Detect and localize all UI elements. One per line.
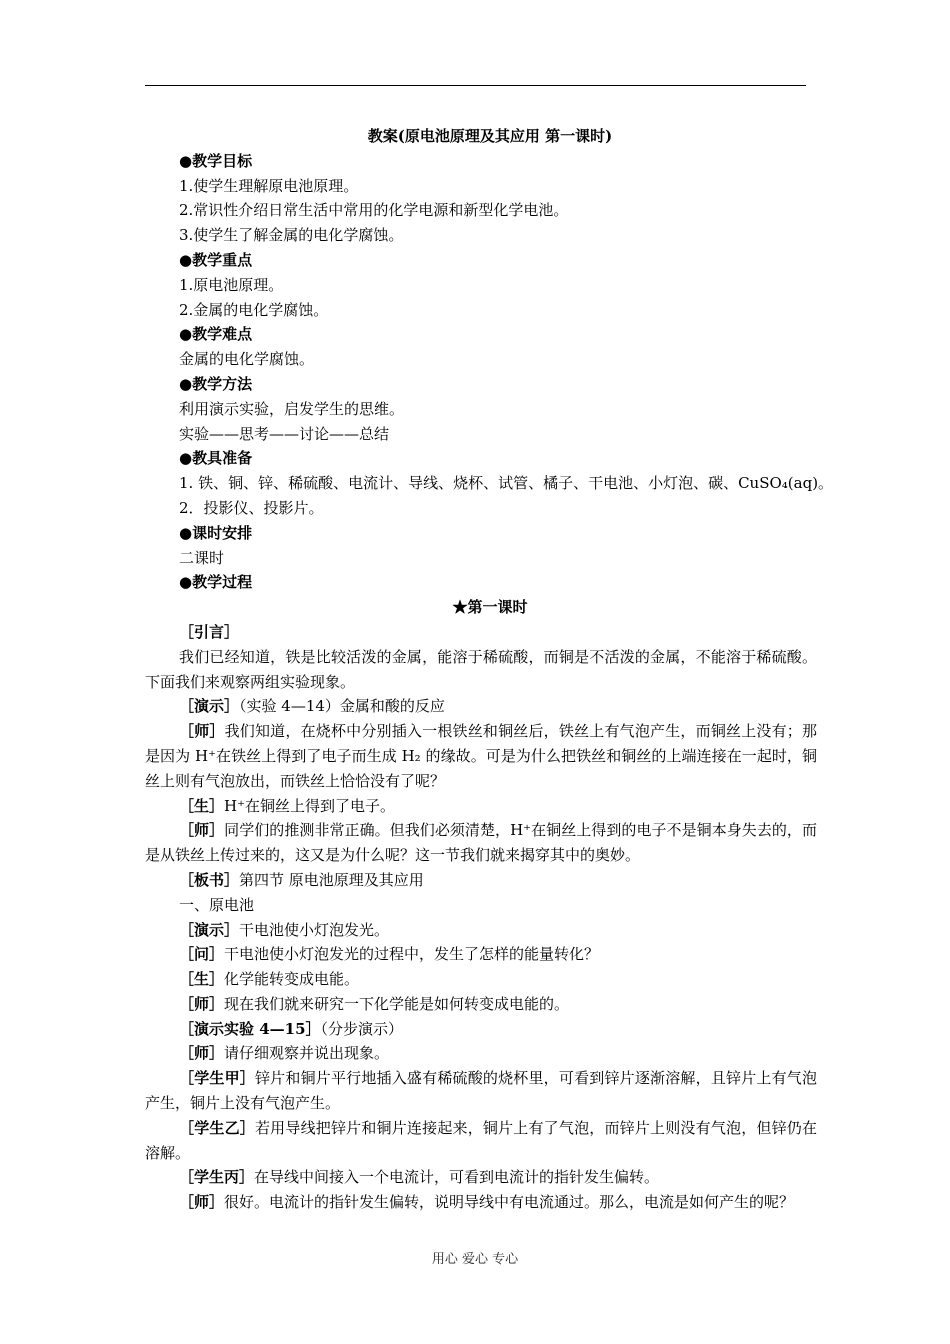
dialogue-paragraph [145,918,817,943]
paragraph-text: （分步演示） [320,1019,404,1038]
outline-line: 3.使学生了解金属的电化学腐蚀。 [179,226,404,245]
paragraph-text: 我们已经知道，铁是比较活泼的金属，能溶于稀硫酸，而铜是不活泼的金属，不能溶于稀硫酸。下面我们来观察两组实验现象。 [145,647,817,691]
lesson-heading: ★第一课时 [452,598,528,617]
document-title: 教案(原电池原理及其应用 第一课时) [367,127,613,145]
paragraph-text: 请仔细观察并说出现象。 [224,1044,390,1063]
speaker-tag: ［学生丙］ [179,1168,255,1187]
document-body [145,124,834,1215]
section-heading: ●教学目标 [179,151,253,170]
paragraph-text: 现在我们就来研究一下化学能是如何转变成电能的。 [224,994,570,1013]
dialogue-paragraph [145,967,817,992]
outline-line: 利用演示实验，启发学生的思维。 [179,399,405,418]
outline-line: 2．投影仪、投影片。 [179,498,324,517]
section-heading: ●教学方法 [179,374,253,393]
paragraph-text: 很好。电流计的指针发生偏转，说明导线中有电流通过。那么，电流是如何产生的呢？ [224,1193,795,1212]
dialogue-paragraph [145,868,817,893]
section-heading: ●教学过程 [179,573,253,592]
dialogue-paragraph [145,818,817,868]
paragraph-text: 若用导线把锌片和铜片连接起来，铜片上有了气泡，而锌片上则没有气泡，但锌仍在溶解。 [145,1118,817,1162]
dialogue-paragraph [145,719,817,793]
speaker-tag: ［演示实验 4—15］ [179,1019,321,1038]
dialogue-paragraph [145,1017,817,1042]
speaker-tag: ［问］ [179,945,225,964]
outline-line: 1. 铁、铜、锌、稀硫酸、电流计、导线、烧杯、试管、橘子、干电池、小灯泡、碳、CuSO₄(aq)。 [179,474,834,493]
page-footer: 用心 爱心 专心 [431,1252,519,1267]
outline-line: 2.常识性介绍日常生活中常用的化学电源和新型化学电池。 [179,201,569,220]
outline-line: 1.使学生理解原电池原理。 [179,176,359,195]
speaker-tag: ［引言］ [179,622,240,641]
dialogue-paragraph [145,1165,817,1190]
outline-line: 实验——思考——讨论——总结 [179,424,390,443]
paragraph-text: 化学能转变成电能。 [224,970,360,989]
header-rule [145,85,806,86]
dialogue-paragraph [145,1066,817,1116]
section-heading: ●教学难点 [179,325,253,344]
dialogue-paragraph [145,942,817,967]
dialogue-paragraph [145,694,817,719]
paragraph-text: 一、原电池 [179,895,255,914]
speaker-tag: ［师］ [179,821,225,840]
paragraph-text: （实验 4—14）金属和酸的反应 [239,697,445,716]
dialogue-paragraph [145,893,817,918]
dialogue-paragraph [145,645,817,695]
speaker-tag: ［演示］ [179,697,240,716]
teaching-process [145,620,817,1215]
paragraph-text: 我们知道，在烧杯中分别插入一根铁丝和铜丝后，铁丝上有气泡产生，而铜丝上没有；那是因为 H⁺在铁丝上得到了电子而生成 H₂ 的缘故。可是为什么把铁丝和铜丝的上端连接在一起时，铜丝上则有气泡放出，而铁丝上恰恰没有了呢？ [145,722,817,790]
section-heading: ●教具准备 [179,449,253,468]
speaker-tag: ［生］ [179,970,225,989]
paragraph-text: 第四节 原电池原理及其应用 [239,870,424,889]
dialogue-paragraph [145,992,817,1017]
speaker-tag: ［学生乙］ [179,1118,255,1137]
paragraph-text: 干电池使小灯泡发光。 [239,920,390,939]
paragraph-text: 锌片和铜片平行地插入盛有稀硫酸的烧杯里，可看到锌片逐渐溶解，且锌片上有气泡产生，铜片上没有气泡产生。 [145,1069,817,1113]
dialogue-paragraph [145,794,817,819]
outline-line: 二课时 [179,548,225,567]
dialogue-paragraph [145,1116,817,1166]
paragraph-text: H⁺在铜丝上得到了电子。 [224,796,396,815]
speaker-tag: ［师］ [179,1044,225,1063]
section-heading: ●教学重点 [179,250,253,269]
speaker-tag: ［师］ [179,722,225,741]
dialogue-paragraph [145,1190,817,1215]
speaker-tag: ［师］ [179,1193,225,1212]
dialogue-paragraph [145,620,817,645]
section-heading: ●课时安排 [179,523,253,542]
paragraph-text: 干电池使小灯泡发光的过程中，发生了怎样的能量转化？ [224,945,600,964]
outline-line: 金属的电化学腐蚀。 [179,350,315,369]
paragraph-text: 同学们的推测非常正确。但我们必须清楚，H⁺在铜丝上得到的电子不是铜本身失去的，而是从铁丝上传过来的，这又是为什么呢？这一节我们就来揭穿其中的奥妙。 [145,821,817,865]
speaker-tag: ［演示］ [179,920,240,939]
outline-line: 2.金属的电化学腐蚀。 [179,300,329,319]
speaker-tag: ［生］ [179,796,225,815]
dialogue-paragraph [145,1041,817,1066]
speaker-tag: ［学生甲］ [179,1069,255,1088]
speaker-tag: ［师］ [179,994,225,1013]
outline-line: 1.原电池原理。 [179,275,284,294]
outline-section [145,149,834,595]
speaker-tag: ［板书］ [179,870,240,889]
paragraph-text: 在导线中间接入一个电流计，可看到电流计的指针发生偏转。 [254,1168,660,1187]
